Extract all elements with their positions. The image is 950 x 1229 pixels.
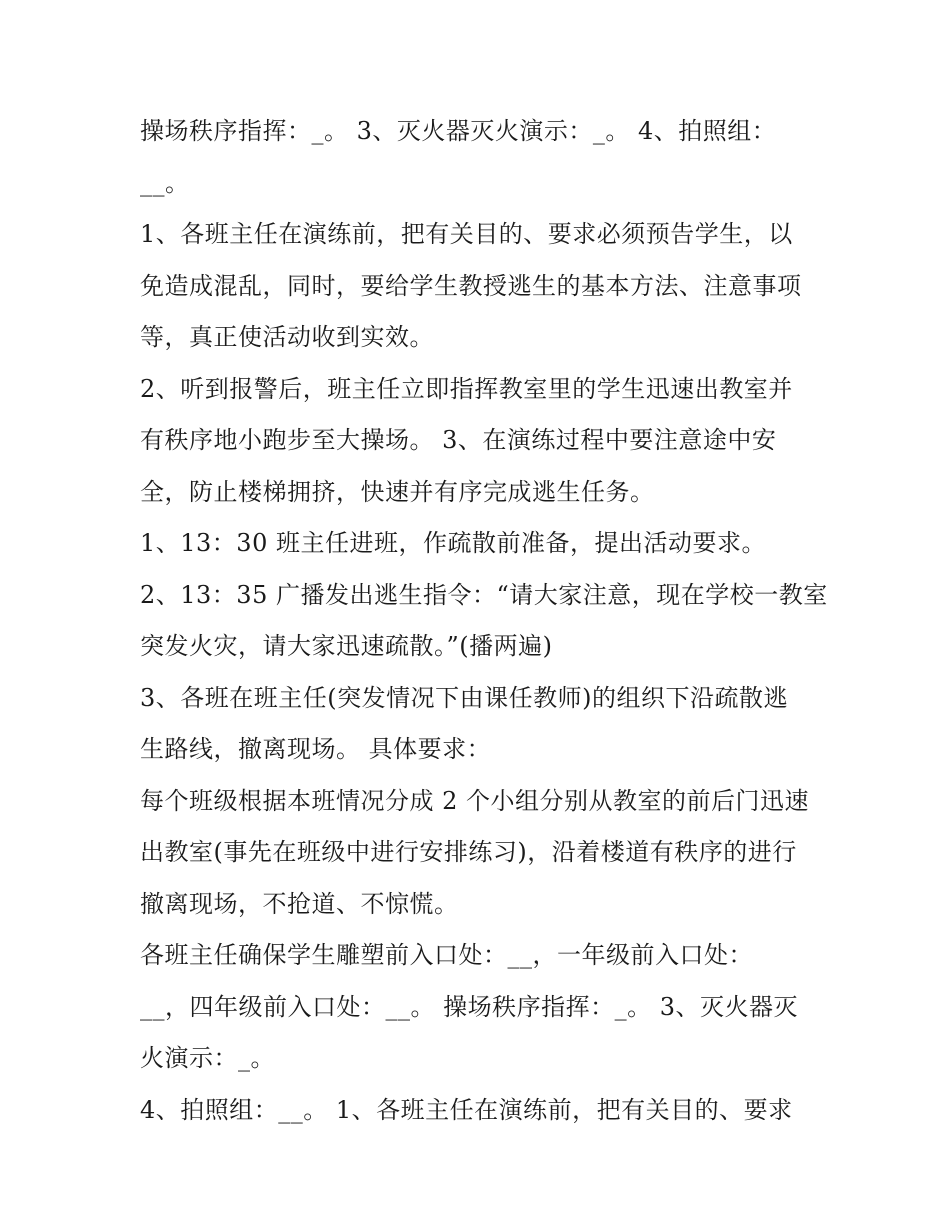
text-line-4: 免造成混乱，同时，要给学生教授逃生的基本方法、注意事项	[140, 271, 802, 300]
text-line-10: 2、13：35 广播发出逃生指令：“请大家注意，现在学校一教室	[140, 580, 828, 609]
text-line-11: 突发火灾，请大家迅速疏散。”(播两遍)	[140, 632, 553, 660]
text-line-6: 2、听到报警后，班主任立即指挥教室里的学生迅速出教室并	[140, 374, 793, 403]
text-line-15: 出教室(事先在班级中进行安排练习)，沿着楼道有秩序的进行	[140, 838, 797, 866]
text-line-9: 1、13：30 班主任进班，作疏散前准备，提出活动要求。	[140, 529, 766, 557]
text-line-8: 全，防止楼梯拥挤，快速并有序完成逃生任务。	[140, 477, 655, 506]
text-line-5: 等，真正使活动收到实效。	[140, 323, 434, 351]
text-line-14: 每个班级根据本班情况分成 2 个小组分别从教室的前后门迅速	[140, 786, 810, 815]
document-page	[140, 106, 828, 1136]
text-line-20: 4、拍照组：__。 1、各班主任在演练前，把有关目的、要求	[140, 1095, 793, 1124]
text-line-2: __。	[140, 168, 190, 197]
text-line-17: 各班主任确保学生雕塑前入口处：__，一年级前入口处：	[140, 941, 753, 969]
text-line-12: 3、各班在班主任(突发情况下由课任教师)的组织下沿疏散逃	[140, 683, 788, 712]
text-line-3: 1、各班主任在演练前，把有关目的、要求必须预告学生，以	[140, 220, 793, 248]
text-line-19: 火演示：_。	[140, 1044, 275, 1072]
text-line-7: 有秩序地小跑步至大操场。 3、在演练过程中要注意途中安	[140, 426, 777, 454]
text-line-13: 生路线，撤离现场。 具体要求：	[140, 735, 492, 763]
text-line-16: 撤离现场，不抢道、不惊慌。	[140, 889, 459, 918]
text-line-1: 操场秩序指挥：_。 3、灭火器灭火演示：_。 4、拍照组：	[140, 117, 777, 145]
text-line-18: __，四年级前入口处：__。 操场秩序指挥：_。 3、灭火器灭	[140, 992, 799, 1021]
